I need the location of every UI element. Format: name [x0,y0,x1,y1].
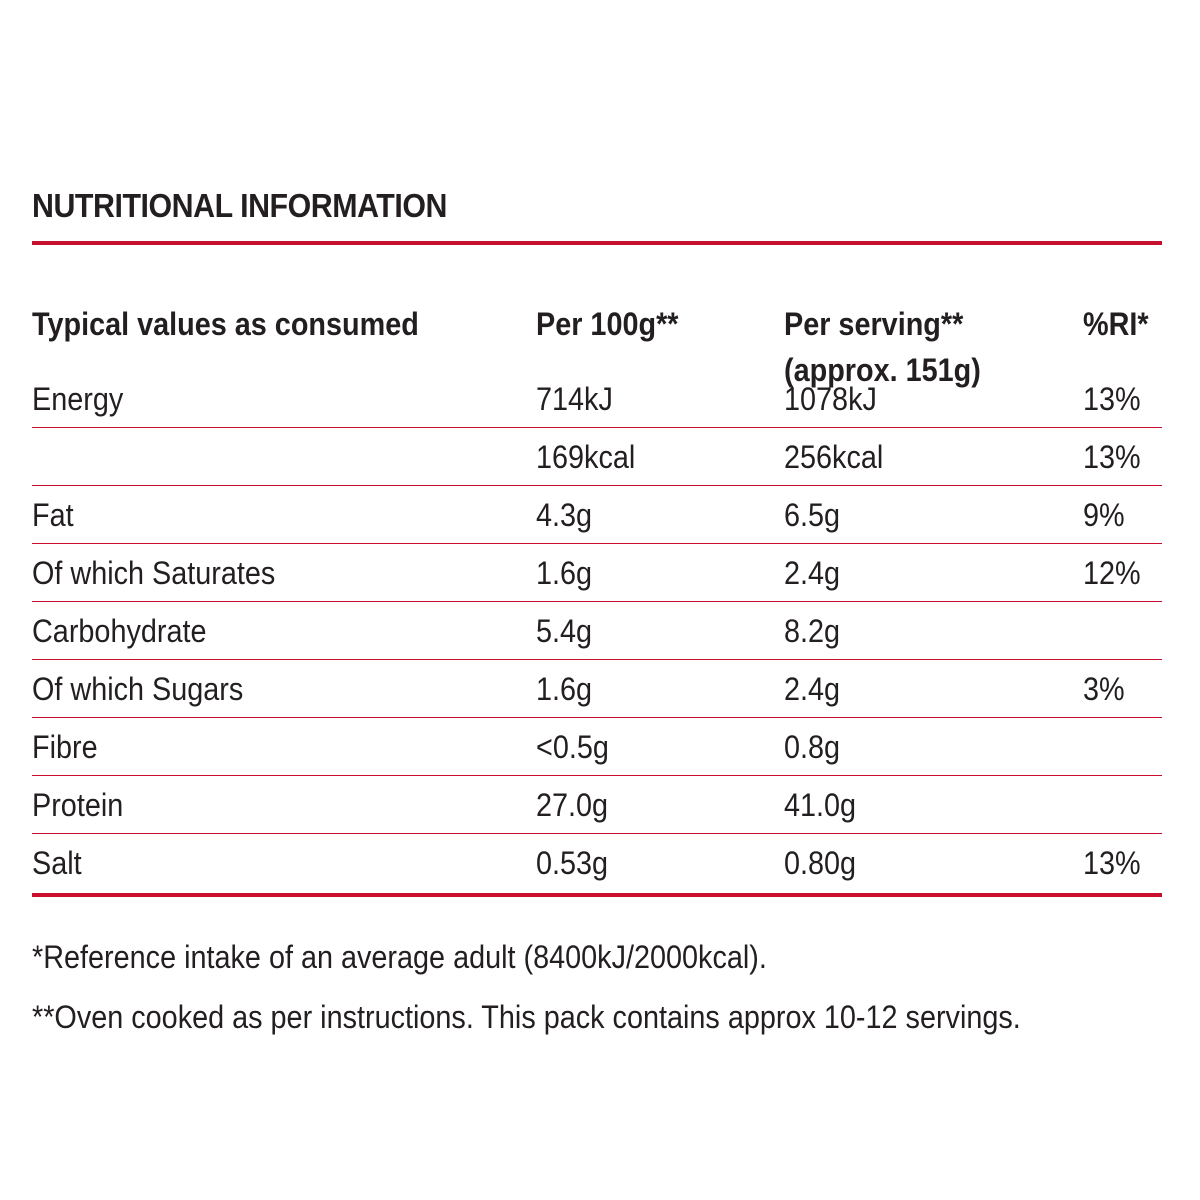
row-label: Salt [32,845,82,881]
row-per-100g: 27.0g [536,787,609,823]
footnotes [32,927,1162,1047]
row-label: Of which Saturates [32,555,276,591]
row-per-100g: <0.5g [536,729,609,765]
row-ri: 3% [1083,671,1125,707]
row-per-100g: 0.53g [536,845,609,881]
row-label: Fat [32,497,74,533]
table-row [32,834,1162,893]
footnote-cooking: **Oven cooked as per instructions. This pack contains approx 10-12 servings. [32,999,1021,1035]
table-row [32,428,1162,486]
row-label: Energy [32,381,124,417]
row-ri: 13% [1083,381,1141,417]
row-ri: 9% [1083,497,1125,533]
nutrition-table [32,245,1162,893]
row-per-100g: 714kJ [536,381,613,417]
table-row [32,718,1162,776]
table-row [32,370,1162,428]
bottom-divider [32,893,1162,897]
row-label: Of which Sugars [32,671,244,707]
header-per-serving-line2: (approx. 151g) [784,352,981,388]
header-label: Typical values as consumed [32,306,419,342]
nutrition-panel [32,186,1162,1047]
row-label: Fibre [32,729,98,765]
row-per-100g: 4.3g [536,497,593,533]
row-per-serving: 41.0g [784,787,857,823]
row-per-serving: 256kcal [784,439,884,475]
row-per-serving: 2.4g [784,671,841,707]
row-ri: 13% [1083,845,1141,881]
page-title: NUTRITIONAL INFORMATION [32,187,447,224]
row-per-100g: 1.6g [536,671,593,707]
row-per-serving: 0.80g [784,845,857,881]
row-label: Protein [32,787,124,823]
row-per-100g: 5.4g [536,613,593,649]
row-per-serving: 2.4g [784,555,841,591]
table-row [32,602,1162,660]
footnote-reference-intake: *Reference intake of an average adult (8400kJ/2000kcal). [32,939,767,975]
row-per-serving: 8.2g [784,613,841,649]
header-per-100g: Per 100g** [536,306,679,342]
row-per-100g: 169kcal [536,439,636,475]
row-per-serving: 0.8g [784,729,841,765]
row-ri: 13% [1083,439,1141,475]
table-row [32,660,1162,718]
row-per-serving: 1078kJ [784,381,877,417]
table-header-row [32,245,1162,388]
header-ri: %RI* [1083,306,1149,342]
table-row [32,776,1162,834]
row-ri: 12% [1083,555,1141,591]
table-row [32,486,1162,544]
row-per-serving: 6.5g [784,497,841,533]
header-per-serving-line1: Per serving** [784,306,964,342]
row-label: Carbohydrate [32,613,207,649]
table-row [32,544,1162,602]
row-per-100g: 1.6g [536,555,593,591]
